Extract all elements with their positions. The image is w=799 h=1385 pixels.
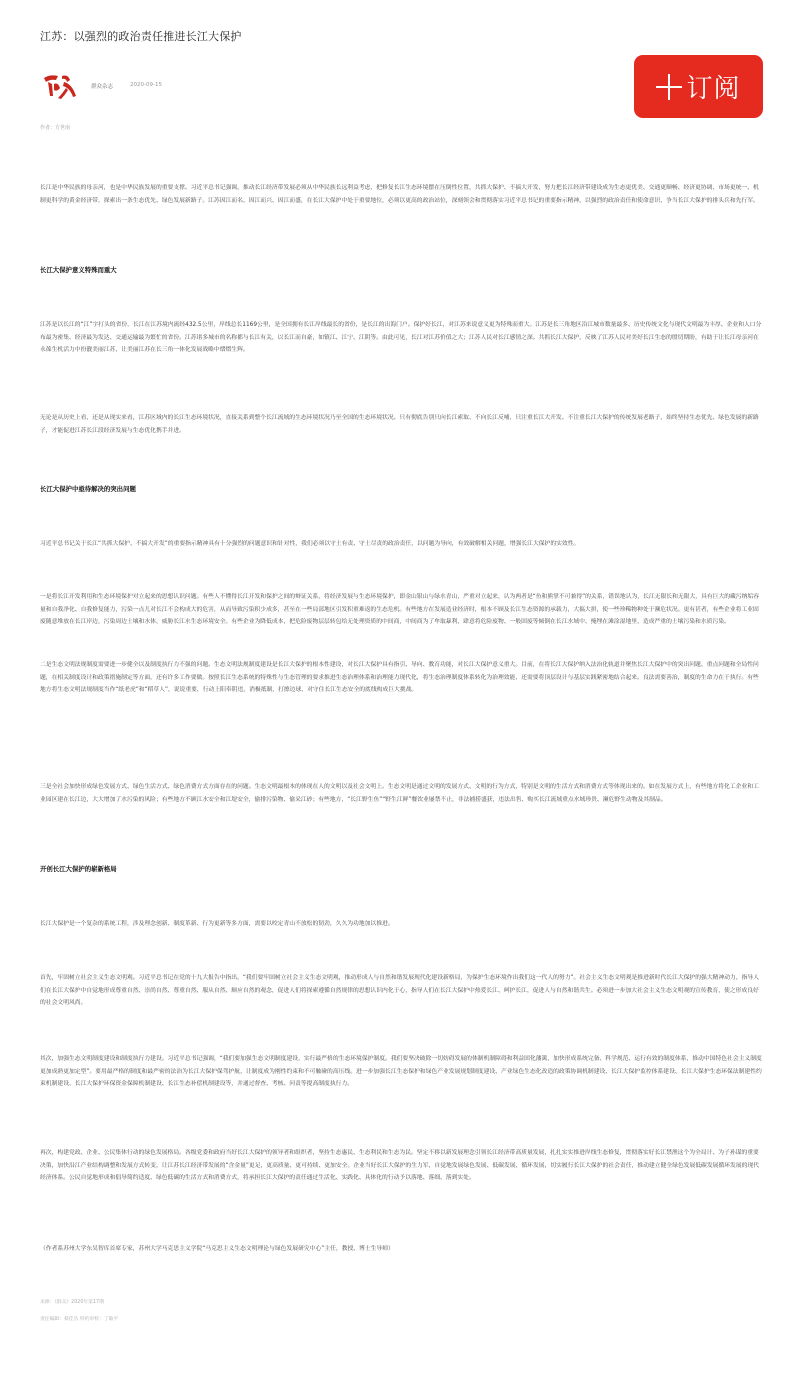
paragraph-2: 江苏是以长江的“江”字打头的省份，长江在江苏境内流经432.5公里，岸线总长1169公里，是全国拥有长江岸线最长的省份，是长江的出海门户。保护好长江，对江苏来说意义更为特殊而重大。江苏是长三角地区沿江城市数量最多、历史传统文化与现代文明最为丰厚、企业和人口分布最为密集、经济最为发达、交通运输最为繁忙的省份。江苏诸多城市的名称都与长江有关，以长江而自豪，如镇江、江宁、江阴等。由此可见，长江对江苏价值之大；江苏人民对长江感情之深。共抓长江大保护，反映了江苏人民对美好长江生态的殷切期盼，有助于让长江母亲河在永葆生机活力中扮靓美丽江苏，让美丽江苏在长三角一体化发展战略中熠熠生辉。	[40, 322, 762, 354]
subscribe-label: 订阅	[686, 74, 741, 104]
article-title: 江苏：以强烈的政治责任推进长江大保护	[40, 30, 242, 43]
qunzhong-calligraphy-logo	[40, 70, 80, 102]
footer-editor: 责任编辑：蔡佳丛 特约审校：丁敏平	[40, 1317, 119, 1322]
paragraph-8: 长江大保护是一个复杂的系统工程，涉及理念创新、制度革新、行为更新等多方面，需要以咬定青山不放松的韧劲，久久为功地加以推进。	[40, 921, 394, 927]
source-name[interactable]: 群众杂志	[91, 84, 114, 90]
subscribe-button[interactable]	[634, 55, 763, 118]
author-line: 作者：方世南	[40, 125, 71, 131]
paragraph-4: 习近平总书记关于长江“共抓大保护、不搞大开发”的重要指示精神具有十分强烈的问题意识和针对性，我们必须以守土有责、守土尽责的政治责任，以问题为导向，有效破解相关问题，增强长江大保护的实效性。	[40, 541, 580, 547]
section-heading-3: 开创长江大保护的崭新格局	[40, 865, 117, 873]
publish-date: 2020-09-15	[130, 82, 162, 88]
paragraph-11: 再次，构建党政、企业、公民集体行动的绿色发展格局。各级党委和政府当好长江大保护的领导者和组织者，坚持生态惠民、生态利民和生态为民。坚定不移以新发展理念引领长江经济带高质量发展，扎扎实实推进岸线生态修复，贯彻落实好长江禁渔这个为全局计、为子孙谋的重要决策，加快沿江产业结构调整和发展方式转变，让江苏长江经济带发展的“含金量”更足，更高质量、更可持续、更加安全。企业当好长江大保护的生力军，自觉地发展绿色发展、低碳发展、循环发展，切实履行长江大保护的社会责任，推动建立健全绿色发展低碳发展循环发展的现代经济体系。公民自觉地形成和倡导简约适度、绿色低碳的生活方式和消费方式，将承担长江大保护的责任通过生活化、实践化、具体化的行动予以落地、落细、落到实处。	[40, 1150, 760, 1182]
paragraph-5: 一是将长江开发利用和生态环境保护对立起来的思想认识问题。有些人不懂得长江开发和保护之间的辩证关系，将经济发展与生态环境保护，即金山银山与绿水青山，严重对立起来，认为两者是“鱼和熊掌不可兼得”的关系，错误地认为，长江无限长和无限大，具有巨大的藏污纳垢容量和自我净化、自我修复能力，污染一点儿对长江不会构成大的危害，从而导致污染积少成多，甚至在一些局部地区引发积重难返的生态危机。有些地方在发展造业经济时，根本不顾及长江生态资源的承载力，大搞大拼，使一些珍稀物种处于濒危状况。更有甚者，有些企业将工业固废随意堆放在长江岸边，污染周边土壤和水体，威胁长江水生态环境安全。有些企业为降低成本，把危险废物层层转包给无处理资质的中间商，中间商为了牟取暴利，肆意将危险废物、一般固废等倾倒在长江水域中、掩埋在滩涂湿地里，造成严重的土壤污染和水质污染。	[40, 594, 760, 626]
author-bio: （作者系苏州大学东吴智库首席专家，苏州大学马克思主义学院“马克思主义生态文明理论与绿色发展研究中心”主任，教授、博士生导师）	[40, 1246, 394, 1252]
plus-icon	[656, 74, 682, 100]
section-heading-2: 长江大保护中亟待解决的突出问题	[40, 485, 136, 493]
section-heading-1: 长江大保护意义特殊而重大	[40, 266, 117, 274]
paragraph-6: 二是生态文明法规制度需要进一步健全以及制度执行力不强的问题。生态文明法规制度建设是长江大保护的根本性建设，对长江大保护具有指引、导向、教育功能，对长江大保护意义重大。目前，在将长江大保护纳入法治化轨道并聚焦长江大保护中的突出问题、重点问题和全局性问题，在相关制度设计和政策措施制定等方面，还有许多工作要做。按照长江生态系统的特殊性与生态管理的要求推进生态治理体系和治理能力现代化，将生态治理制度体系转化为治理效能，还需要将顶层设计与基层实践紧密地结合起来。良法需要善治，制度的生命力在于执行。有些地方将生态文明法规制度当作“纸老虎”和“稻草人”，说说重要，行动上阳奉阴违，消极抵制，打擦边球，对守住长江生态安全的底线构成巨大挑战。	[40, 662, 759, 694]
paragraph-7: 三是全社会加快形成绿色发展方式、绿色生活方式、绿色消费方式方面存在的问题。生态文明最根本的体现在人的文明以及社会文明上。生态文明是通过文明的发展方式、文明的行为方式，特别是文明的生活方式和消费方式等体现出来的。如在发展方式上，有些地方将化工企业和工业园区建在长江边，大大增加了水污染的风险；有些地方不顾江水安全和江堤安全，偷排污染物、偷采江砂；有些地方，“长江野生鱼”“野生江鲜”餐饮业屡禁不止，非法捕捞盛获，违法出售、购买长江流域重点水域珍贵、濒危野生动物及其制品。	[40, 784, 759, 803]
footer-source: 来源：《群众》2020年第17期	[40, 1300, 104, 1305]
paragraph-3: 无论是从历史上看，还是从现实来看，江苏区域内的长江生态环境状况，直接关系到整个长江流域的生态环境状况乃至全国的生态环境状况。只有彻底告别只向长江索取、不向长江反哺，只注重长江大开发、不注重长江大保护的传统发展老路子，始终坚持生态优先、绿色发展的新路子，才能促进江苏长江段经济发展与生态优化携手并进。	[40, 415, 759, 434]
paragraph-intro: 长江是中华民族的母亲河，也是中华民族发展的重要支撑。习近平总书记强调，推动长江经济带发展必须从中华民族长远利益考虑，把修复长江生态环境摆在压倒性位置，共抓大保护、不搞大开发，努力把长江经济带建设成为生态更优美、交通更顺畅、经济更协调、市场更统一、机制更科学的黄金经济带，探索出一条生态优先、绿色发展新路子。江苏因江而名、因江而兴、因江而盛，在长江大保护中处于重要地位，必须以更高的政治站位，深刻领会和贯彻落实习近平总书记的重要指示精神，以强烈的政治责任和使命意识，争当长江大保护的排头兵和先行军。	[40, 185, 759, 204]
paragraph-10: 其次，加强生态文明制度建设和制度执行力建设。习近平总书记强调，“我们要加强生态文明制度建设，实行最严格的生态环境保护制度。我们要坚决破除一切妨碍发展的体制机制障碍和利益固化藩篱，加快形成系统完备、科学规范、运行有效的制度体系，推动中国特色社会主义制度更加成熟更加定型”。要用最严格的制度和最严密的法治为长江大保护保驾护航，让制度成为刚性约束和不可触碰的高压线。进一步加强长江生态保护和绿色产业发展规划制度建设、产业绿色生态化改造的政策协调机制建设、长江大保护监控体系建设、长江大保护生态环保法制建性约束机制建设、长江大保护环保资金保障机制建设、长江生态补偿机制建设等，并通过督查、考核、问责等提高制度执行力。	[40, 1056, 762, 1088]
publication-logo[interactable]	[40, 70, 80, 102]
paragraph-9: 首先，牢固树立社会主义生态文明观。习近平总书记在党的十九大报告中指出，“我们要牢固树立社会主义生态文明观，推动形成人与自然和谐发展现代化建设新格局，为保护生态环境作出我们这一代人的努力”。社会主义生态文明观是推进新时代长江大保护的强大精神动力，指导人们在长江大保护中自觉地形成尊重自然、崇尚自然、尊重自然、服从自然、顺应自然的观念，促进人们将探索遵循自然规律的思想认识内化于心，指导人们在长江大保护中热爱长江、呵护长江，促进人与自然和谐共生。必须进一步加大社会主义生态文明观的宣传教育，使之形成良好的社会文明风尚。	[40, 975, 760, 1007]
